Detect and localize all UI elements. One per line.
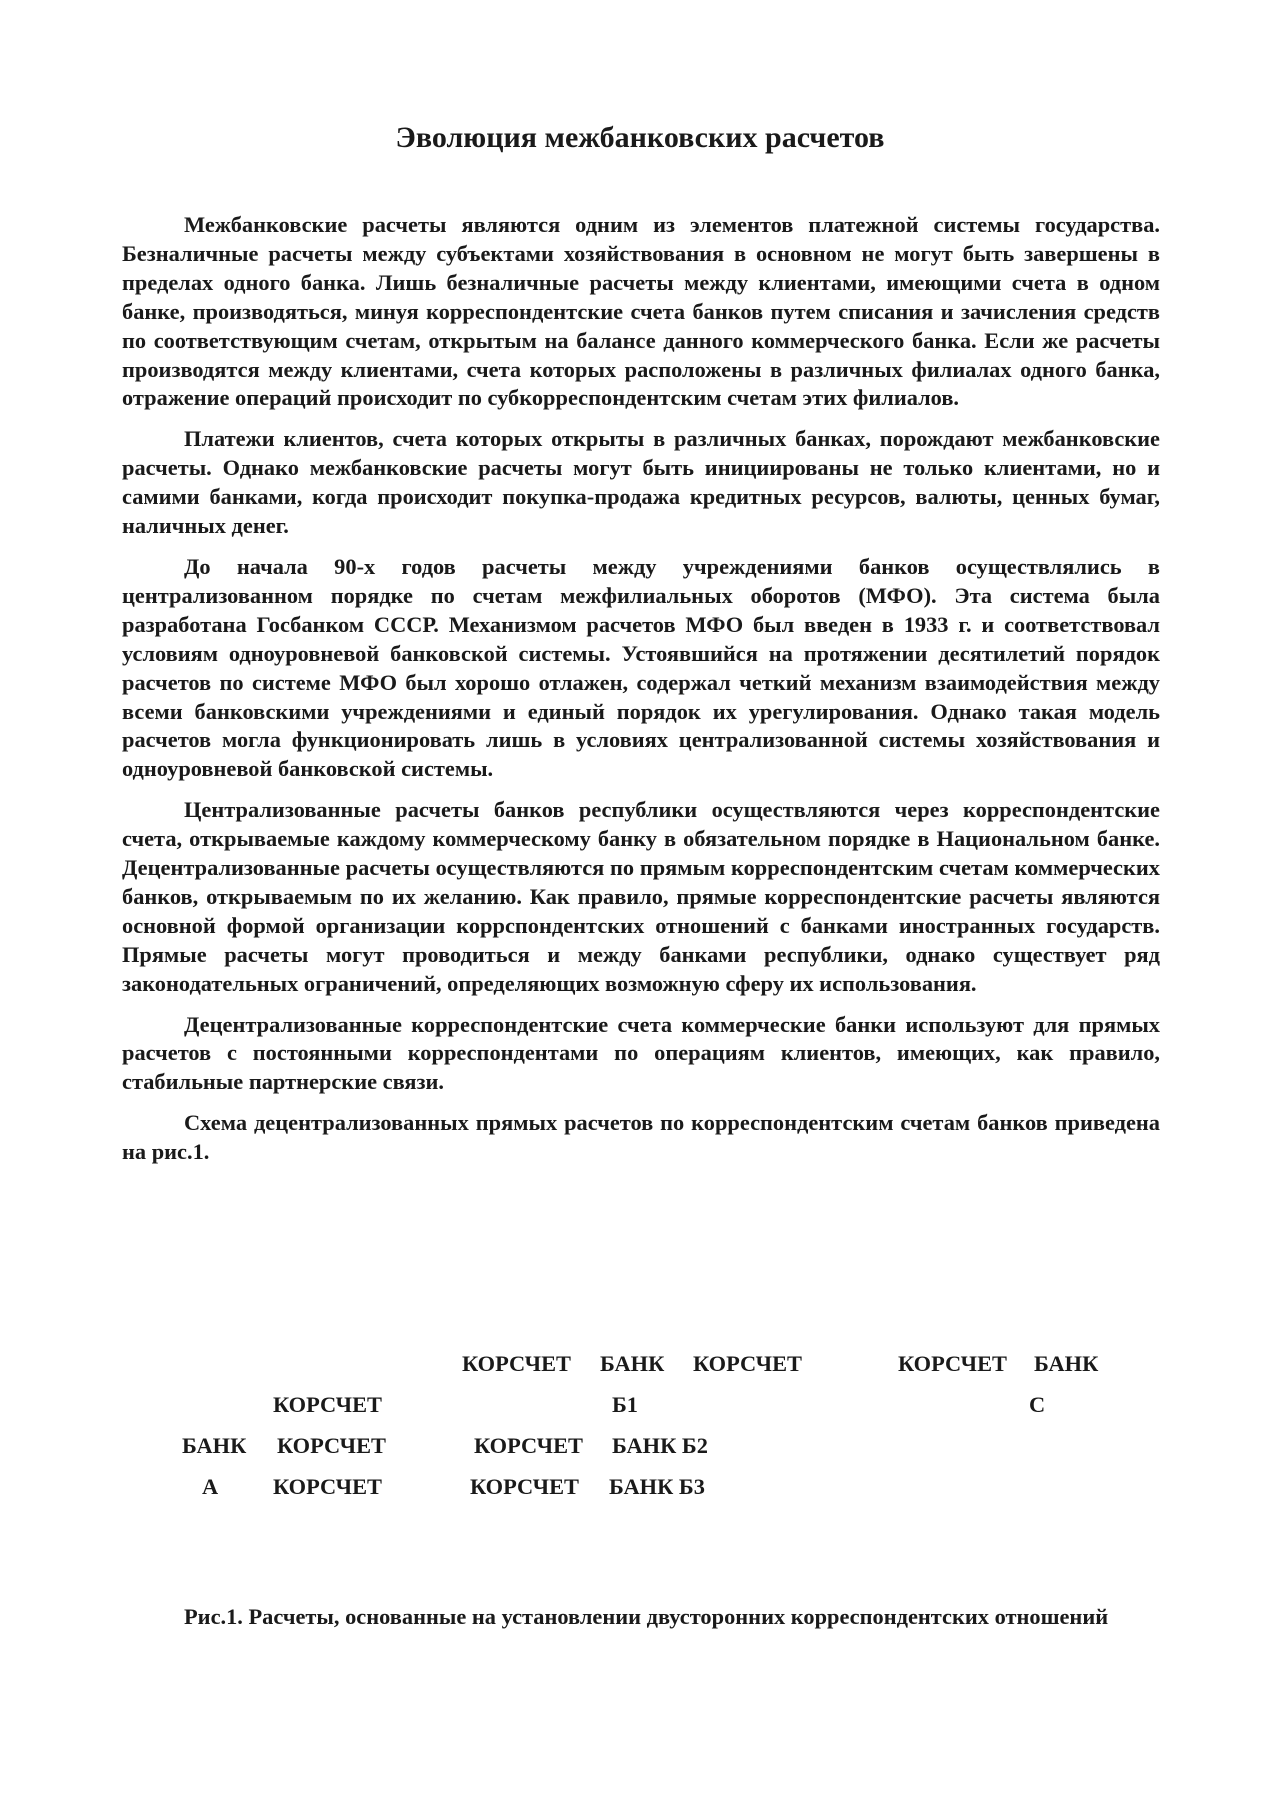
diagram-label-korschet-b1-right: КОРСЧЕТ [693,1351,802,1376]
diagram-label-bank-b3: БАНК Б3 [609,1474,705,1499]
paragraph-4: Централизованные расчеты банков республики осуществляются через корреспондентские счета, открываемые каждому коммерческому банку в обязательном порядке в Национальном банке. Децентрализованные расчеты осуществляются по прямым корреспондентским счетам коммерческих банков, открываемым по их желанию. Как правило, прямые корреспондентские расчеты являются основной формой организации коррспондентских отношений с банками иностранных государств. Прямые расчеты могут проводиться и между банками республики, однако существует ряд законодательных ограничений, определяющих возможную сферу их использования. [122,797,1160,996]
diagram-label-korschet-a-1: КОРСЧЕТ [273,1392,382,1417]
diagram-label-bank-b1: БАНК [600,1351,665,1376]
paragraph-6: Схема децентрализованных прямых расчетов по корреспондентским счетам банков приведена на рис.1. [122,1110,1160,1165]
figure-caption: Рис.1. Расчеты, основанные на установлении двусторонних корреспондентских отношений [184,1604,1109,1629]
diagram-label-korschet-b1-left: КОРСЧЕТ [462,1351,571,1376]
diagram-label-korschet-a-2: КОРСЧЕТ [277,1433,386,1458]
paragraph-1: Межбанковские расчеты являются одним из элементов платежной системы государства. Безналичные расчеты между субъектами хозяйствования в основном не могут быть завершены в пределах одного банка. Лишь безналичные расчеты между клиентами, имеющими счета в одном банке, производяться, минуя корреспондентские счета банков путем списания и зачисления средств по соответствующим счетам, открытым на балансе данного коммерческого банка. Если же расчеты производятся между клиентами, счета которых расположены в различных филиалах одного банка, отражение операций происходит по субкорреспондентским счетам этих филиалов. [122,212,1160,411]
diagram-label-korschet-b2: КОРСЧЕТ [474,1433,583,1458]
diagram-label-bank-a: БАНК [182,1433,247,1458]
diagram-label-korschet-c: КОРСЧЕТ [898,1351,1007,1376]
diagram-label-b1: Б1 [612,1392,638,1417]
diagram-label-korschet-a-3: КОРСЧЕТ [273,1474,382,1499]
document-title: Эволюция межбанковских расчетов [395,121,885,154]
diagram-label-c: С [1029,1392,1046,1417]
diagram-label-bank-c: БАНК [1034,1351,1099,1376]
diagram-label-korschet-b3: КОРСЧЕТ [470,1474,579,1499]
document-body [122,211,1160,1179]
paragraph-5: Децентрализованные корреспондентские счета коммерческие банки используют для прямых расчетов с постоянными корреспондентами по операциям клиентов, имеющих, как правило, стабильные партнерские связи. [122,1011,1160,1095]
diagram-label-bank-b2: БАНК Б2 [612,1433,708,1458]
paragraph-3: До начала 90-х годов расчеты между учреждениями банков осуществлялись в централизованном порядке по счетам межфилиальных оборотов (МФО). Эта система была разработана Госбанком СССР. Механизмом расчетов МФО был введен в 1933 г. и соответствовал условиям одноуровневой банковской системы. Устоявшийся на протяжении десятилетий порядок расчетов по системе МФО был хорошо отлажен, содержал четкий механизм взаимодействия между всеми банковскими учреждениями и единый порядок их урегулирования. Однако такая модель расчетов могла функционировать лишь в условиях централизованной системы хозяйствования и одноуровневой банковской системы. [122,553,1160,782]
paragraph-2: Платежи клиентов, счета которых открыты в различных банках, порождают межбанковские расчеты. Однако межбанковские расчеты могут быть инициированы не только клиентами, но и самими банками, когда происходит покупка-продажа кредитных ресурсов, валюты, ценных бумаг, наличных денег. [122,426,1160,539]
diagram-label-a: А [202,1474,219,1499]
